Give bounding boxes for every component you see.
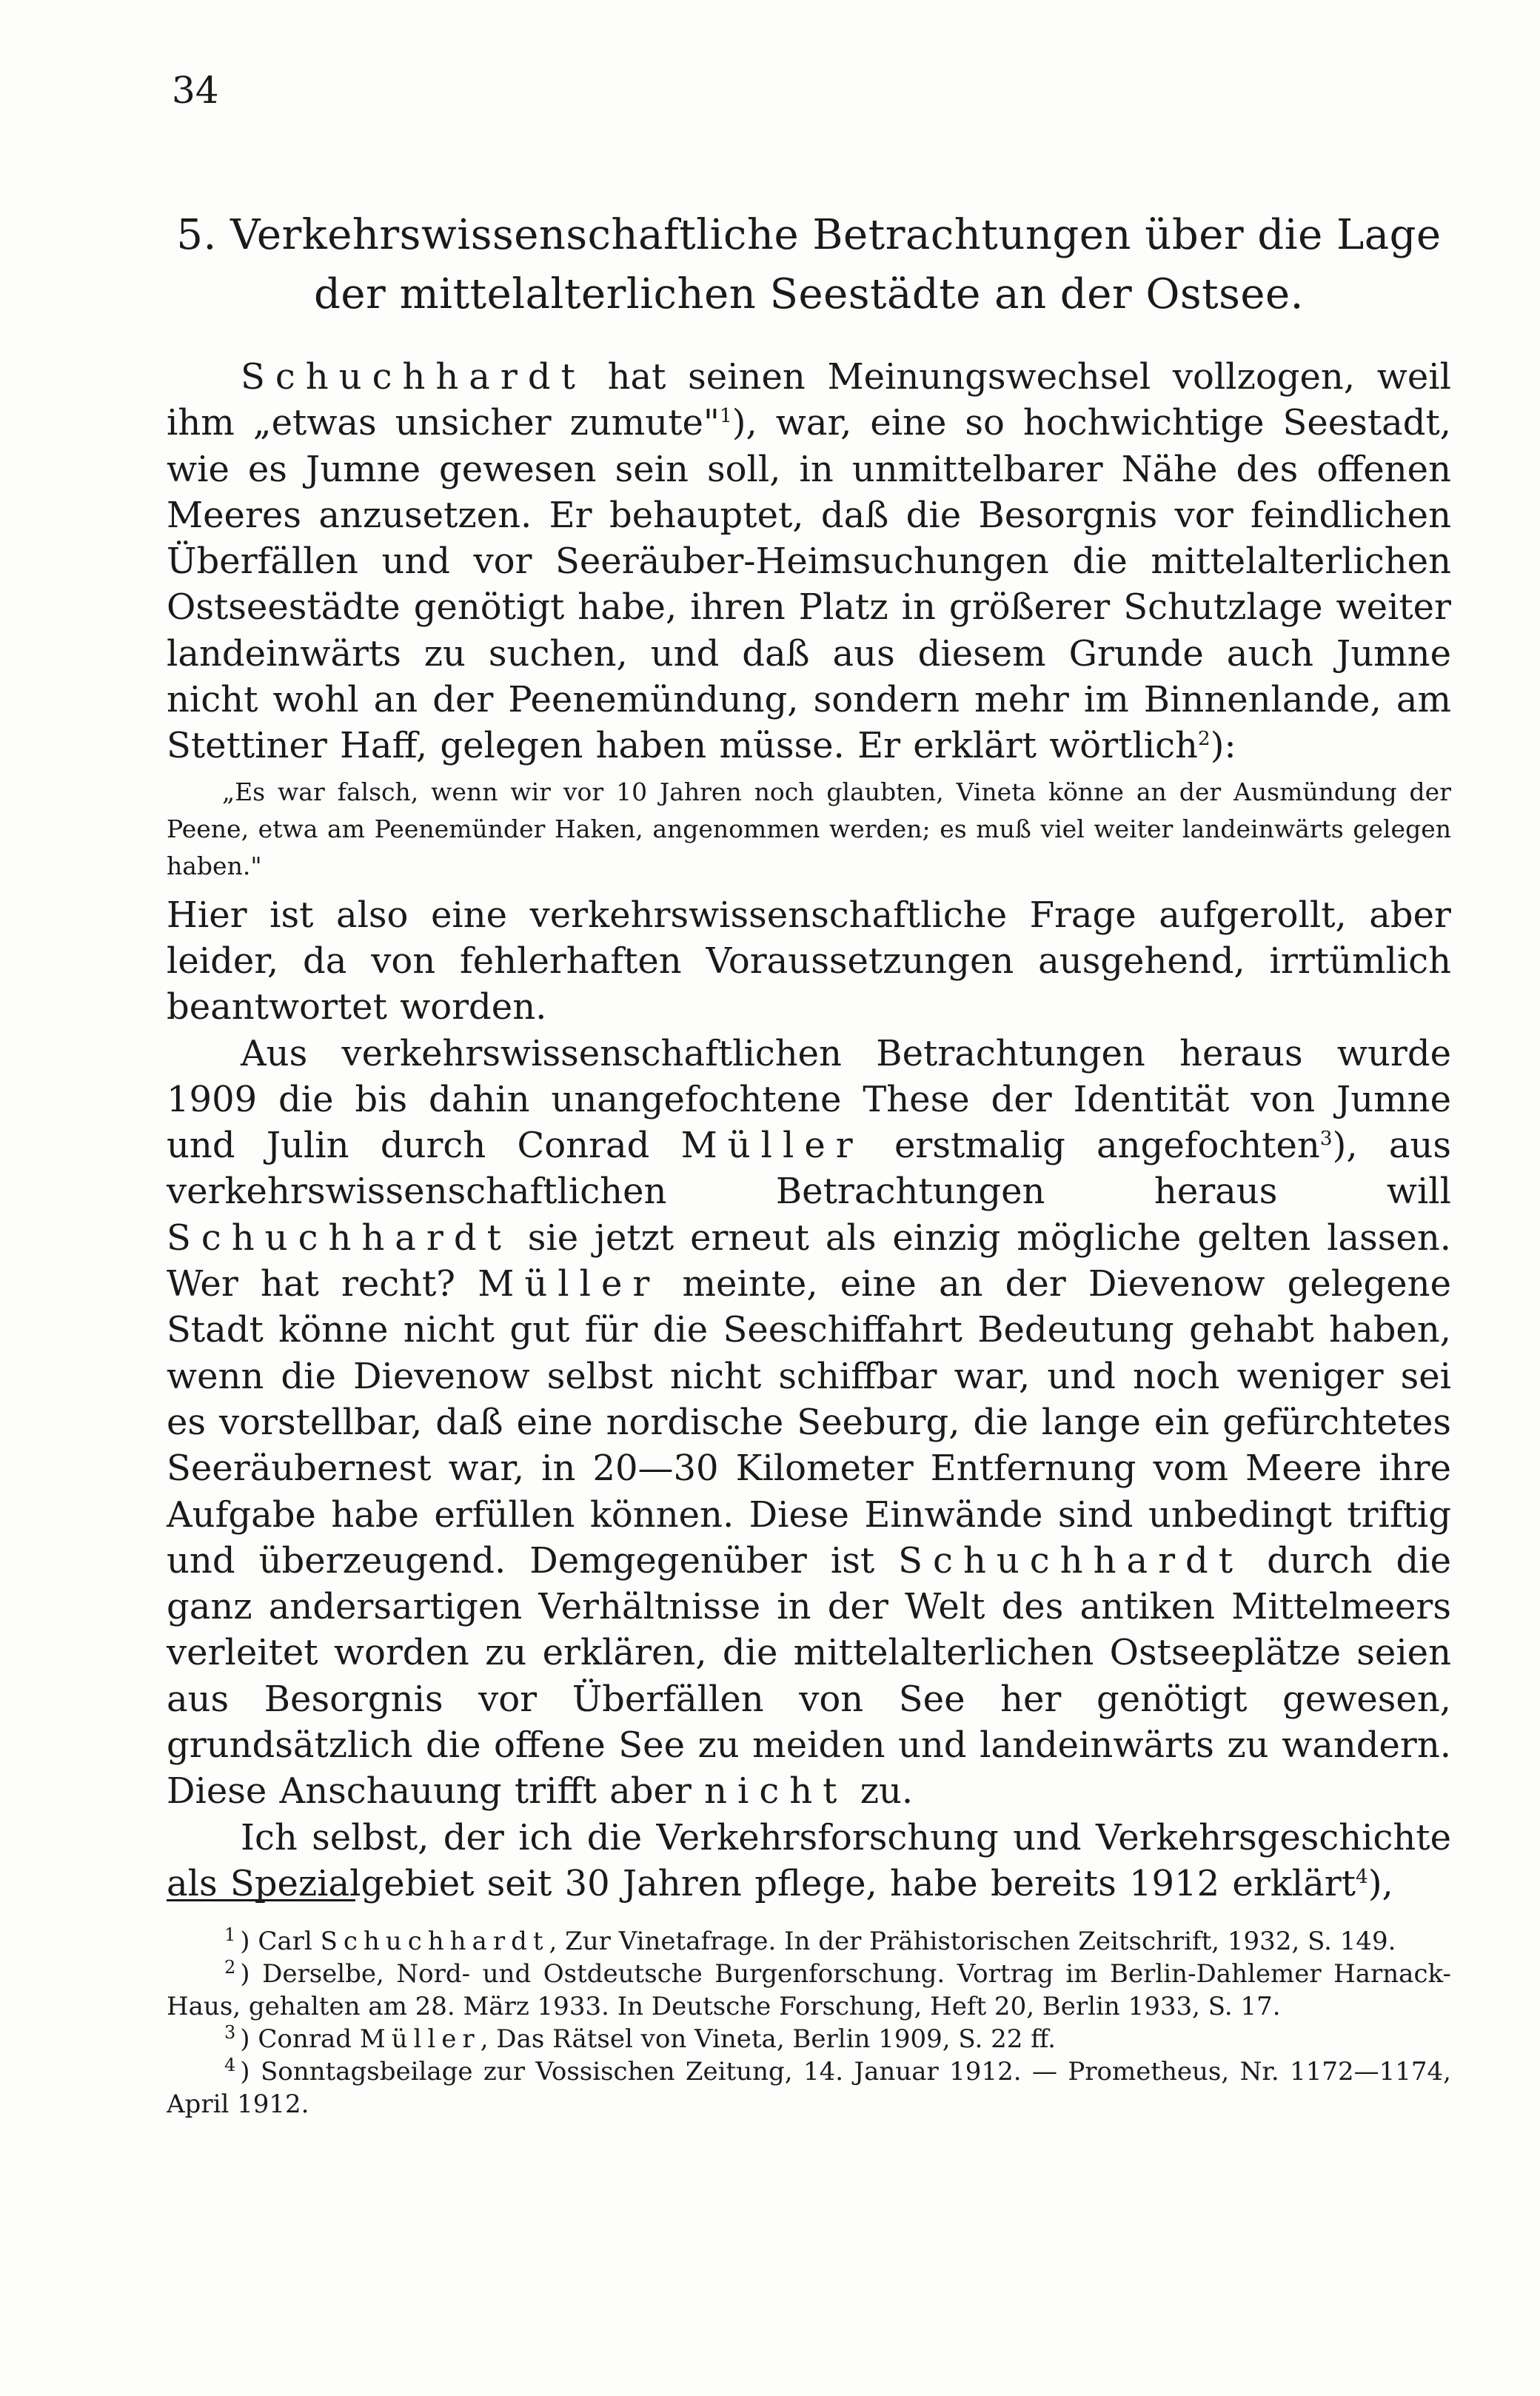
footnote-mark: 3 [224, 2021, 236, 2043]
paragraph-3-text-d: sie jetzt erneut als einzig mögliche gelten lassen. Wer hat recht? [167, 1217, 1451, 1305]
paragraph-3-text-g: zu. [847, 1770, 914, 1813]
footnote-ref-1[interactable]: 1 [719, 404, 732, 428]
footnote-mark: 1 [224, 1924, 236, 1945]
footnotes [167, 1925, 1451, 2121]
footnote-text: Sonntagsbeilage zur Vossischen Zeitung, 14. Januar 1912. — Prometheus, Nr. 1172—1174, April 1912. [167, 2057, 1451, 2119]
footnote-mark: 2 [224, 1956, 236, 1978]
footnote-ref-4[interactable]: 4 [1356, 1864, 1368, 1888]
paragraph-4 [167, 1815, 1451, 1907]
footnote-prefix: ) [240, 2057, 261, 2087]
author-name: Schuchhardt [320, 1927, 549, 1956]
footnote-text: , Zur Vinetafrage. In der Prähistorischen Zeitschrift, 1932, S. 149. [549, 1927, 1396, 1956]
paragraph-3-text-f: durch die ganz andersartigen Verhältnisse in der Welt des antiken Mittelmeers verleitet worden zu erklären, die mittelalterlichen Ostseeplätze seien aus Besorgnis vor Überfällen von See her genötigt gewesen, grundsätzlich die offene See zu meiden und landeinwärts zu wandern. Diese Anschauung trifft aber [167, 1539, 1451, 1813]
footnote-prefix: ) Carl [240, 1927, 321, 1956]
paragraph-1 [167, 354, 1451, 769]
section-heading: 5. Verkehrswissenschaftliche Betrachtungen über die Lage der mittelalterlichen Seestädte an der Ostsee. [176, 211, 1442, 318]
footnote [167, 1958, 1451, 2023]
emphasis-nicht: nicht [704, 1770, 848, 1813]
paragraph-3-text-a: Aus verkehrswissenschaftlichen Betrachtungen heraus wurde 1909 die bis dahin unangefochtene These der Identität von Jumne und Julin durch Conrad [167, 1032, 1451, 1167]
author-name: Müller [359, 2024, 481, 2054]
paragraph-2: Hier ist also eine verkehrswissenschaftliche Frage aufgerollt, aber leider, da von fehlerhaften Voraussetzungen ausgehend, irrtümlich beantwortet worden. [167, 894, 1451, 1028]
body-text [167, 354, 1451, 1907]
paragraph-4-text-b: ), [1367, 1862, 1393, 1904]
author-name: Schuchhardt [241, 356, 586, 398]
footnote-text: Derselbe, Nord- und Ostdeutsche Burgenforschung. Vortrag im Berlin-Dahlemer Harnack-Haus, gehalten am 28. März 1933. In Deutsche Forschung, Heft 20, Berlin 1933, S. 17. [167, 1959, 1451, 2021]
paragraph-3 [167, 1031, 1451, 1815]
paragraph-3-text-e: meinte, eine an der Dievenow gelegene Stadt könne nicht gut für die Seeschiffahrt Bedeutung gehabt haben, wenn die Dievenow selbst nicht schiffbar war, und noch weniger sei es vorstellbar, daß eine nordische Seeburg, die lange ein gefürchtetes Seeräubernest war, in 20—30 Kilometer Entfernung vom Meere ihre Aufgabe habe erfüllen können. Diese Einwände sind unbedingt triftig und überzeugend. Demgegenüber ist [167, 1263, 1451, 1582]
paragraph-3-text-c: ), aus verkehrswissenschaftlichen Betrachtungen heraus will [167, 1125, 1451, 1213]
footnote [167, 2023, 1451, 2055]
footnote-ref-3[interactable]: 3 [1319, 1127, 1333, 1151]
footnote-divider [167, 1899, 355, 1901]
footnote-prefix: ) [240, 1959, 263, 1989]
paragraph-3-text-b: erstmalig angefochten [863, 1125, 1320, 1167]
footnote-mark: 4 [224, 2054, 236, 2075]
paragraph-1-text-a: hat seinen Meinungswechsel vollzogen, weil ihm „etwas unsicher zumute" [167, 356, 1451, 444]
block-quote: „Es war falsch, wenn wir vor 10 Jahren noch glaubten, Vineta könne an der Ausmündung der Peene, etwa am Peenemünder Haken, angenommen werden; es muß viel weiter landeinwärts gelegen haben." [167, 777, 1451, 880]
page-number: 34 [172, 69, 219, 112]
footnote-prefix: ) Conrad [240, 2024, 360, 2054]
author-name: Schuchhardt [167, 1217, 512, 1259]
author-name: Schuchhardt [898, 1539, 1244, 1582]
author-name: Müller [680, 1125, 863, 1167]
paragraph-1-text-c: ): [1210, 725, 1236, 767]
footnote-text: , Das Rätsel von Vineta, Berlin 1909, S. 22 ff. [480, 2024, 1056, 2054]
author-name: Müller [478, 1263, 660, 1305]
paragraph-4-text-a: Ich selbst, der ich die Verkehrsforschung und Verkehrsgeschichte als Spezialgebiet seit 30 Jahren pflege, habe bereits 1912 erklärt [167, 1816, 1451, 1904]
footnote [167, 1925, 1451, 1958]
footnote [167, 2055, 1451, 2121]
footnote-ref-2[interactable]: 2 [1197, 727, 1211, 751]
paragraph-1-text-b: ), war, eine so hochwichtige Seestadt, wie es Jumne gewesen sein soll, in unmittelbarer Nähe des offenen Meeres anzusetzen. Er behauptet, daß die Besorgnis vor feindlichen Überfällen und vor Seeräuber-Heimsuchungen die mittelalterlichen Ostseestädte genötigt habe, ihren Platz in größerer Schutzlage weiter landeinwärts zu suchen, und daß aus diesem Grunde auch Jumne nicht wohl an der Peenemündung, sondern mehr im Binnenlande, am Stettiner Haff, gelegen haben müsse. Er erklärt wörtlich [167, 402, 1452, 767]
